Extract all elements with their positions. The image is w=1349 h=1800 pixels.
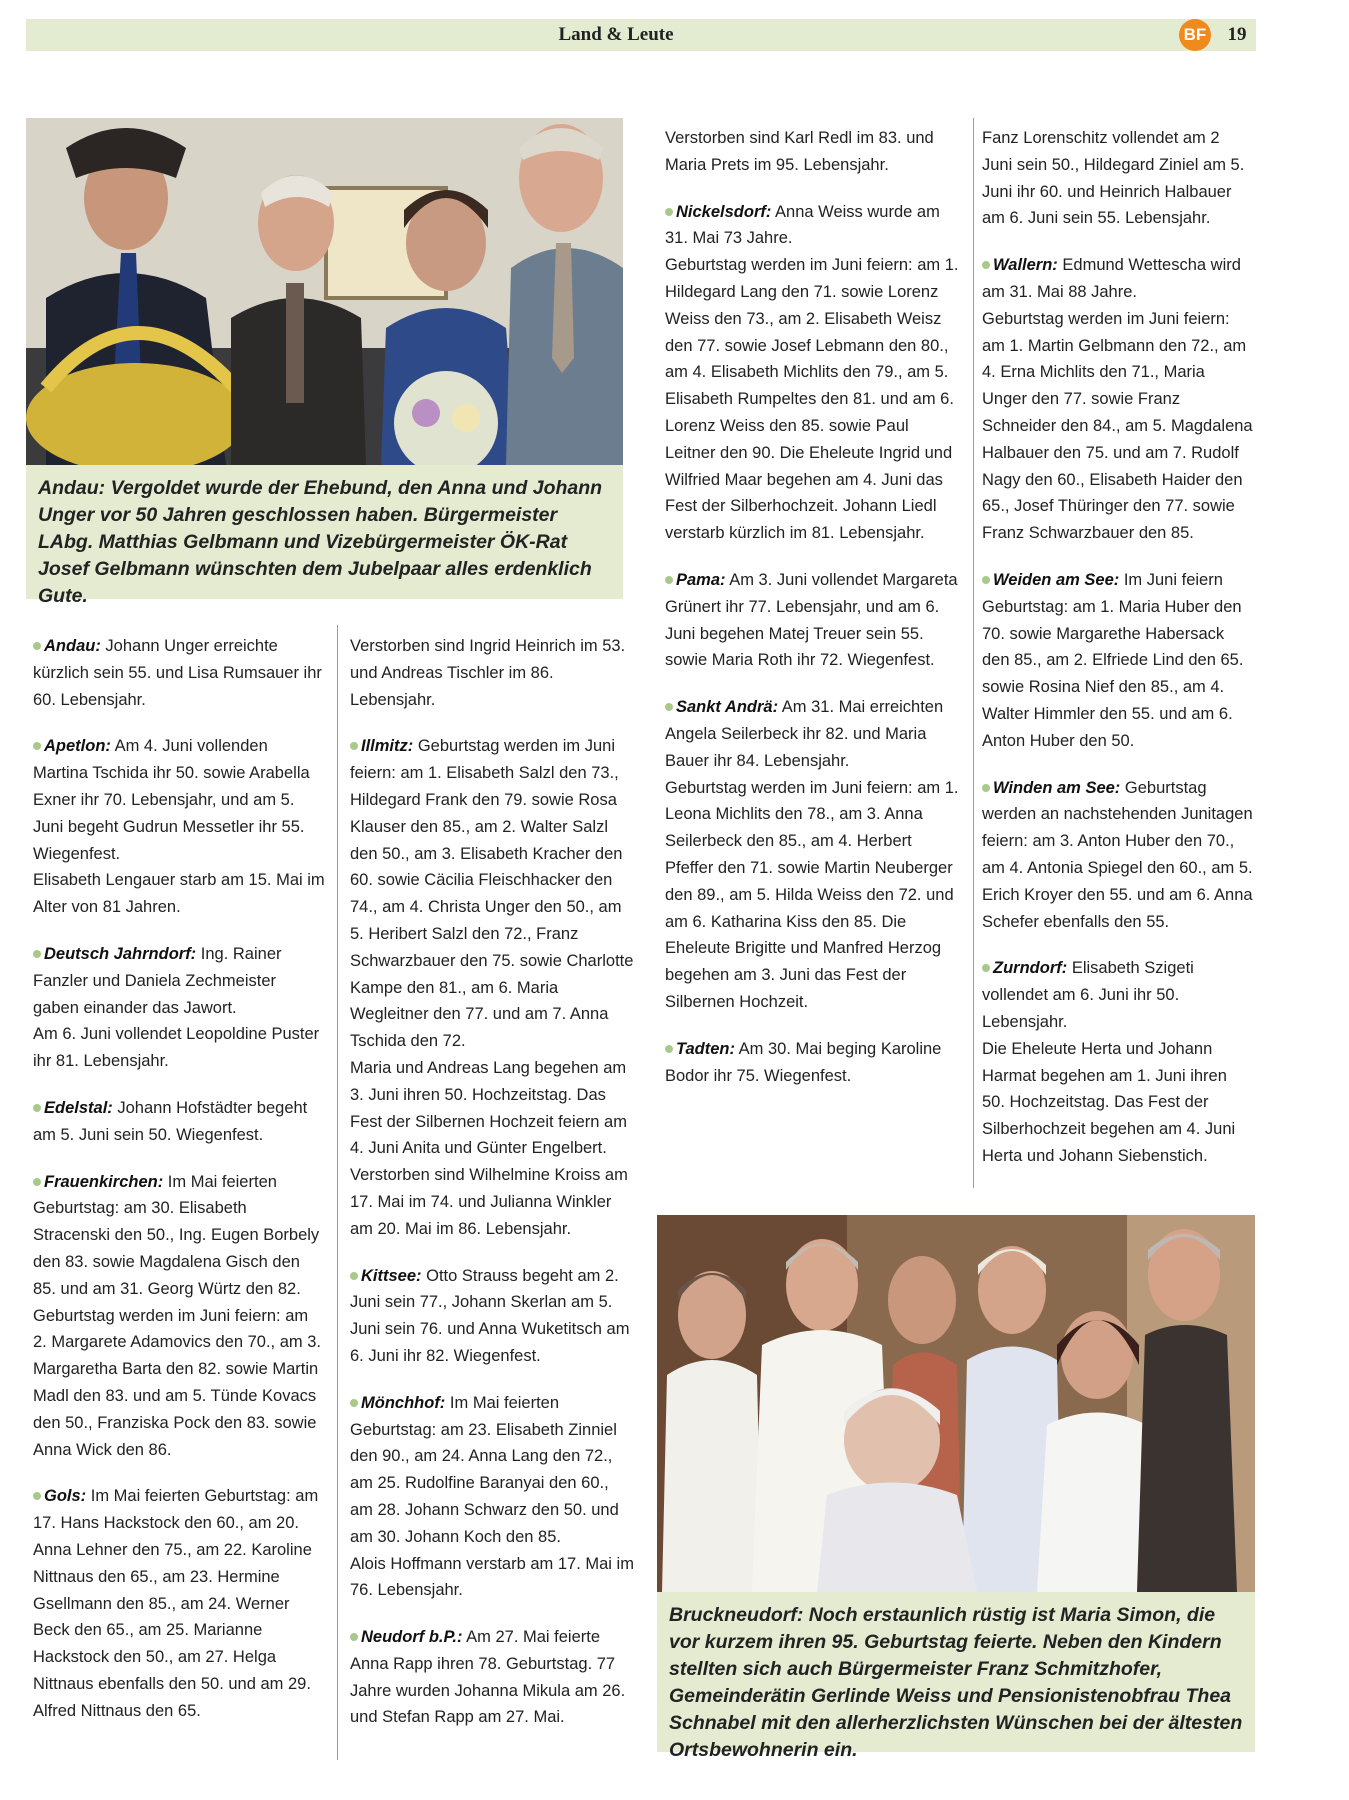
place-name: Mönchhof: — [361, 1393, 446, 1412]
entry-text: Otto Strauss begeht am 2. Juni sein 77., Johann Skerlan am 5. Juni sein 76. und Anna Wuketitsch am 6. Juni ihr 82. Wiegenfest. — [350, 1266, 630, 1365]
entry-text: Geburtstag werden im Juni feiern: am 1. Hildegard Lang den 71. sowie Lorenz Weiss den 73., am 2. Elisabeth Weisz den 77. sowie Josef Lebmann den 80., am 4. Elisabeth Michlits den 79., am 5. Elisabeth Rumpeltes den 81. und am 6. Lorenz Weiss den 85. sowie Paul Leitner den 90. Die Eheleute Ingrid und Wilfried Maar begehen am 4. Juni das Fest der Silberhochzeit. Johann Liedl verstarb kürzlich im 81. Lebensjahr. — [665, 256, 959, 543]
place-name: Gols: — [44, 1487, 87, 1506]
place-name: Wallern: — [993, 256, 1058, 275]
bullet-icon — [350, 742, 358, 750]
bruckneudorf-photo — [657, 1215, 1255, 1592]
bullet-icon — [350, 1272, 358, 1280]
bullet-icon — [33, 1104, 41, 1112]
column-rule — [973, 118, 974, 1188]
bullet-icon — [982, 576, 990, 584]
entry-text: Im Mai feierten Geburtstag: am 17. Hans Hackstock den 60., am 20. Anna Lehner den 75., am 22. Karoline Nittnaus den 65., am 23. Hermine Gsellmann den 85., am 24. Werner Beck den 65., am 25. Marianne Hackstock den 50., am 27. Helga Nittnaus ebenfalls den 50. und am 29. Alfred Nittnaus den 65. — [33, 1487, 319, 1720]
bullet-icon — [33, 1178, 41, 1186]
bruckneudorf-photo-caption: Bruckneudorf: Noch erstaunlich rüstig ist Maria Simon, die vor kurzem ihren 95. Geburtstag feierte. Neben den Kindern stellten sich auch Bürgermeister Franz Schmitzhofer, Gemeinderätin Gerlinde Weiss und Pensionistenobfrau Thea Schnabel mit den allerherzlichsten Wünschen bei der ältesten Ortsbewohnerin ein. — [657, 1592, 1255, 1752]
entry-edelstal — [33, 1095, 325, 1149]
place-name: Weiden am See: — [993, 570, 1120, 589]
entry-text: Im Mai feierten Geburtstag: am 30. Elisabeth Stracenski den 50., Ing. Eugen Borbely den 83. sowie Magdalena Gisch den 85. und am 31. Georg Würtz den 82. — [33, 1172, 320, 1298]
entry-text: Am 6. Juni vollendet Leopoldine Puster ihr 81. Lebensjahr. — [33, 1025, 320, 1071]
place-name: Apetlon: — [44, 737, 111, 756]
place-name: Deutsch Jahrndorf: — [44, 944, 197, 963]
bullet-icon — [33, 950, 41, 958]
column-3 — [665, 125, 959, 1109]
bullet-icon — [33, 1492, 41, 1500]
place-name: Illmitz: — [361, 737, 414, 756]
entry-weiden — [982, 567, 1254, 755]
entry-text: Johann Unger erreichte kürzlich sein 55. und Lisa Rumsauer ihr 60. Lebensjahr. — [33, 637, 322, 709]
entry-text: Johann Hofstädter begeht am 5. Juni sein 50. Wiegenfest. — [33, 1098, 308, 1144]
entry-text: Am 27. Mai feierte Anna Rapp ihren 78. Geburtstag. 77 Jahre wurden Johanna Mikula am 26. und Stefan Rapp am 27. Mai. — [350, 1628, 626, 1727]
bullet-icon — [33, 642, 41, 650]
entry-text: Die Eheleute Herta und Johann Harmat begehen am 1. Juni ihren 50. Hochzeitstag. Das Fest der Silberhochzeit begehen am 4. Juni Herta und Johann Siebenstich. — [982, 1039, 1236, 1165]
entry-text: Im Mai feierten Geburtstag: am 23. Elisabeth Zinniel den 90., am 24. Anna Lang den 72., am 25. Rudolfine Baranyai den 60., am 28. Johann Schwarz den 50. und am 30. Johann Koch den 85. — [350, 1393, 619, 1546]
entry-text: Geburtstag werden im Juni feiern: am 1. Leona Michlits den 78., am 3. Anna Seilerbeck den 85., am 4. Herbert Pfeffer den 71. sowie Martin Neuberger den 89., am 5. Hilda Weiss den 72. und am 6. Katharina Kiss den 85. Die Eheleute Brigitte und Manfred Herzog begehen am 3. Juni das Fest der Silbernen Hochzeit. — [665, 778, 959, 1011]
entry-text: Im Juni feiern Geburtstag: am 1. Maria Huber den 70. sowie Margarethe Habersack den 85., am 2. Elfriede Lind den 65. sowie Rosina Nief den 85., am 4. Walter Himmler den 55. und am 6. Anton Huber den 50. — [982, 570, 1244, 750]
entry-neudorf — [350, 1624, 636, 1731]
entry-kittsee — [350, 1263, 636, 1370]
entry-pama — [665, 567, 959, 674]
entry-sankt-andrae — [665, 694, 959, 1016]
bullet-icon — [33, 742, 41, 750]
entry-text: Verstorben sind Ingrid Heinrich im 53. und Andreas Tischler im 86. Lebensjahr. — [350, 637, 626, 709]
place-name: Nickelsdorf: — [676, 202, 772, 221]
place-name: Pama: — [676, 570, 726, 589]
column-1 — [33, 633, 325, 1744]
entry-moenchhof — [350, 1390, 636, 1604]
entry-nickelsdorf — [665, 199, 959, 547]
bf-logo: BF — [1179, 19, 1211, 51]
place-name: Kittsee: — [361, 1266, 422, 1285]
bullet-icon — [350, 1399, 358, 1407]
entry-continuation — [982, 125, 1254, 232]
place-name: Neudorf b.P.: — [361, 1628, 463, 1647]
andau-photo-caption: Andau: Vergoldet wurde der Ehebund, den Anna und Johann Unger vor 50 Jahren geschlossen haben. Bürgermeister LAbg. Matthias Gelbmann und Vizebürgermeister ÖK-Rat Josef Gelbmann wünschten dem Jubelpaar alles erdenklich Gute. — [26, 465, 623, 599]
entry-zurndorf — [982, 955, 1254, 1169]
entry-text: Verstorben sind Karl Redl im 83. und Maria Prets im 95. Lebensjahr. — [665, 129, 934, 174]
column-rule — [337, 625, 338, 1760]
entry-text: Am 31. Mai erreichten Angela Seilerbeck ihr 82. und Maria Bauer ihr 84. Lebensjahr. — [665, 698, 944, 770]
entry-gols — [33, 1483, 325, 1724]
bullet-icon — [665, 576, 673, 584]
bullet-icon — [982, 261, 990, 269]
bullet-icon — [665, 1045, 673, 1053]
place-name: Tadten: — [676, 1039, 735, 1058]
entry-text: Geburtstag werden an nachstehenden Junitagen feiern: am 3. Anton Huber den 70., am 4. Antonia Spiegel den 60., am 5. Erich Kroyer den 55. und am 6. Anna Schefer ebenfalls den 55. — [982, 778, 1253, 931]
place-name: Winden am See: — [993, 778, 1121, 797]
bullet-icon — [350, 1633, 358, 1641]
entry-text: Ing. Rainer Fanzler und Daniela Zechmeister gaben einander das Jawort. — [33, 944, 282, 1017]
entry-text: Anna Weiss wurde am 31. Mai 73 Jahre. — [665, 202, 940, 248]
entry-andau — [33, 633, 325, 713]
entry-apetlon — [33, 733, 325, 921]
place-name: Frauenkirchen: — [44, 1172, 164, 1191]
entry-frauenkirchen — [33, 1169, 325, 1464]
entry-text: Am 30. Mai beging Karoline Bodor ihr 75. Wiegenfest. — [665, 1039, 942, 1085]
entry-tadten — [665, 1036, 959, 1090]
entry-text: Maria und Andreas Lang begehen am 3. Juni ihren 50. Hochzeitstag. Das Fest der Silbernen Hochzeit feiern am 4. Juni Anita und Günter Engelbert. Verstorben sind Wilhelmine Kroiss am 17. Mai im 74. und Julianna Winkler am 20. Mai im 86. Lebensjahr. — [350, 1058, 628, 1238]
bruckneudorf-photo-image — [657, 1215, 1255, 1592]
page-header — [26, 19, 1256, 51]
entry-text: Geburtstag werden im Juni feiern: am 1. Martin Gelbmann den 72., am 4. Erna Michlits den 71., Maria Unger den 77. sowie Franz Schneider den 84., am 5. Magdalena Halbauer den 75. und am 7. Rudolf Nagy den 60., Elisabeth Haider den 65., Josef Thüringer den 77. sowie Franz Schwarzbauer den 85. — [982, 309, 1253, 543]
entry-text: Edmund Wettescha wird am 31. Mai 88 Jahre. — [982, 256, 1241, 301]
entry-continuation — [350, 633, 636, 713]
entry-deutsch-jahrndorf — [33, 941, 325, 1075]
column-2 — [350, 633, 636, 1751]
column-4 — [982, 125, 1254, 1190]
place-name: Andau: — [44, 637, 101, 655]
place-name: Edelstal: — [44, 1098, 113, 1117]
bullet-icon — [982, 784, 990, 792]
entry-text: Fanz Lorenschitz vollendet am 2 Juni sein 50., Hildegard Ziniel am 5. Juni ihr 60. und Heinrich Halbauer am 6. Juni sein 55. Lebensjahr. — [982, 129, 1245, 228]
entry-continuation — [665, 125, 959, 179]
entry-text: Geburtstag werden im Juni feiern: am 1. Elisabeth Salzl den 73., Hildegard Frank den 79. sowie Rosa Klauser den 85., am 2. Walter Salzl den 50., am 3. Elisabeth Kracher den 60. sowie Cäcilia Fleischhacker den 74., am 4. Christa Unger den 50., am 5. Heribert Salzl den 72., Franz Schwarzbauer den 75. sowie Charlotte Kampe den 81., am 6. Maria Wegleitner den 77. und am 7. Anna Tschida den 72. — [350, 737, 634, 1051]
entry-text: Elisabeth Lengauer starb am 15. Mai im Alter von 81 Jahren. — [33, 871, 325, 917]
entry-illmitz — [350, 733, 636, 1242]
place-name: Sankt Andrä: — [676, 698, 779, 717]
page-number: 19 — [1227, 24, 1247, 45]
entry-text: Geburtstag werden im Juni feiern: am 2. Margarete Adamovics den 70., am 3. Margaretha Barta den 82. sowie Martin Madl den 83. und am 5. Tünde Kovacs den 50., Franziska Pock den 83. sowie Anna Wick den 86. — [33, 1306, 321, 1459]
entry-winden — [982, 775, 1254, 936]
entry-text: Am 3. Juni vollendet Margareta Grünert ihr 77. Lebensjahr, und am 6. Juni begehen Matej Treuer sein 55. sowie Maria Roth ihr 72. Wiegenfest. — [665, 570, 958, 670]
place-name: Zurndorf: — [993, 959, 1068, 978]
bullet-icon — [665, 703, 673, 711]
entry-text: Alois Hoffmann verstarb am 17. Mai im 76. Lebensjahr. — [350, 1554, 634, 1600]
entry-text: Am 4. Juni vollenden Martina Tschida ihr 50. sowie Arabella Exner ihr 70. Lebensjahr, und am 5. Juni begeht Gudrun Messetler ihr 55. Wiegenfest. — [33, 737, 310, 863]
andau-photo-image — [26, 118, 623, 465]
entry-text: Elisabeth Szigeti vollendet am 6. Juni ihr 50. Lebensjahr. — [982, 959, 1194, 1031]
andau-photo — [26, 118, 623, 465]
entry-wallern — [982, 252, 1254, 547]
bullet-icon — [665, 208, 673, 216]
bullet-icon — [982, 964, 990, 972]
section-title: Land & Leute — [558, 24, 674, 45]
